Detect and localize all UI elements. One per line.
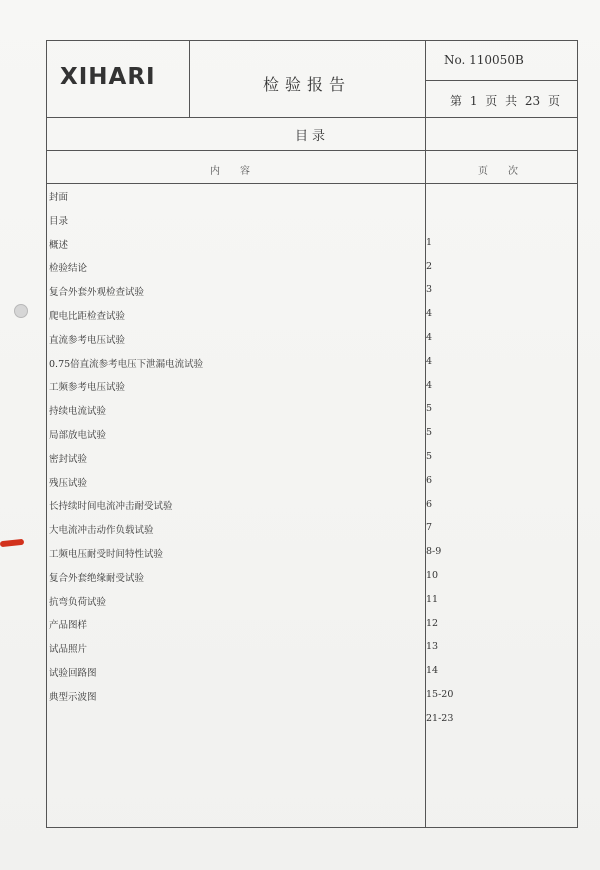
toc-entry-page: 1	[426, 237, 433, 248]
page-indicator: 第 1 页 共 23 页	[450, 94, 560, 108]
toc-entry-label: 长持续时间电流冲击耐受试验	[49, 501, 173, 512]
toc-entry-label: 残压试验	[49, 478, 88, 489]
toc-entry-label: 试品照片	[49, 644, 88, 655]
toc-entry-page: 13	[426, 641, 439, 652]
toc-entry-label: 典型示波图	[49, 692, 97, 703]
toc-entry-page: 4	[426, 380, 433, 391]
column-header-content: 内容	[210, 166, 270, 177]
toc-entry-label: 爬电比距检查试验	[49, 311, 126, 322]
toc-entry-page: 5	[426, 403, 433, 414]
toc-entry-page: 5	[426, 451, 433, 462]
column-header-page: 页次	[478, 166, 538, 177]
toc-entry-page: 2	[426, 261, 433, 272]
toc-entry-label: 0.75倍直流参考电压下泄漏电流试验	[49, 359, 204, 370]
toc-entry-page: 6	[426, 475, 433, 486]
toc-entry-label: 检验结论	[49, 263, 88, 274]
toc-entry-label: 试验回路图	[49, 668, 97, 679]
toc-entry-page: 15-20	[426, 689, 454, 700]
header-divider	[425, 80, 578, 81]
toc-entry-page: 11	[426, 594, 439, 605]
toc-entry-label: 概述	[49, 240, 69, 251]
document-title: 检验报告	[262, 75, 351, 94]
header-bottom-rule	[46, 117, 578, 118]
toc-entry-label: 目录	[49, 216, 69, 227]
toc-entry-label: 密封试验	[49, 454, 88, 465]
column-header-rule	[46, 183, 578, 184]
toc-entry-label: 产品图样	[49, 620, 88, 631]
toc-entry-label: 复合外套外观检查试验	[49, 287, 145, 298]
company-logo: XIHARI	[60, 64, 156, 90]
toc-entry-page: 14	[426, 665, 439, 676]
toc-entry-page: 8-9	[426, 546, 442, 557]
punch-hole	[14, 304, 28, 318]
report-number: No. 110050B	[444, 53, 524, 67]
toc-entry-label: 封面	[49, 192, 69, 203]
binding-thread	[0, 539, 24, 547]
toc-entry-page: 6	[426, 499, 433, 510]
toc-entry-label: 直流参考电压试验	[49, 335, 126, 346]
toc-entry-page: 5	[426, 427, 433, 438]
toc-entry-page: 21-23	[426, 713, 454, 724]
toc-entry-label: 抗弯负荷试验	[49, 597, 107, 608]
toc-title-rule	[46, 150, 578, 151]
toc-entry-label: 局部放电试验	[49, 430, 107, 441]
toc-entry-page: 10	[426, 570, 439, 581]
toc-entry-label: 工频参考电压试验	[49, 382, 126, 393]
toc-entry-page: 7	[426, 522, 433, 533]
toc-entry-label: 大电流冲击动作负载试验	[49, 525, 154, 536]
report-frame	[46, 40, 578, 828]
toc-entry-page: 4	[426, 356, 433, 367]
toc-entry-page: 4	[426, 332, 433, 343]
toc-entry-label: 持续电流试验	[49, 406, 107, 417]
toc-entry-label: 工频电压耐受时间特性试验	[49, 549, 164, 560]
toc-entry-page: 3	[426, 284, 433, 295]
toc-entry-page: 4	[426, 308, 433, 319]
toc-entry-page: 12	[426, 618, 439, 629]
toc-title: 目录	[294, 129, 329, 144]
toc-entry-label: 复合外套绝缘耐受试验	[49, 573, 145, 584]
